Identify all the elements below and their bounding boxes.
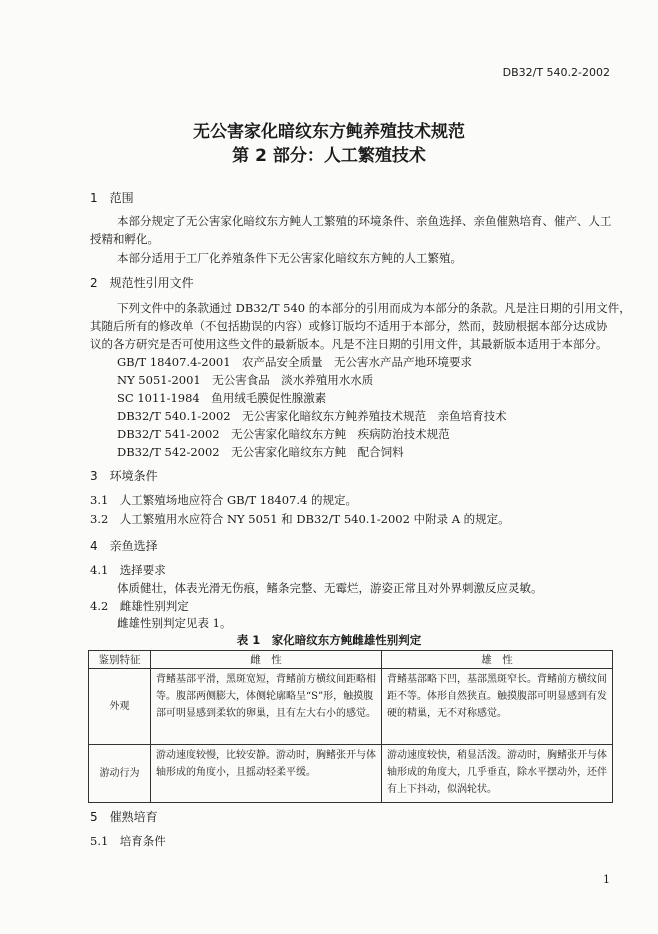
table-caption: 表 1 家化暗纹东方鲀雌雄性别判定 <box>236 633 422 647</box>
document-subtitle: 第 2 部分：人工繁殖技术 <box>232 146 426 166</box>
section-3-heading: 3 环境条件 <box>90 469 158 483</box>
section-1-heading: 1 范围 <box>90 191 134 205</box>
column-header-female: 雌 性 <box>151 651 382 669</box>
section-2-paragraph-cont: 其随后所有的修改单（不包括勘误的内容）或修订版均不适用于本部分，然而，鼓励根据本部分达成协 <box>90 319 608 333</box>
document-title: 无公害家化暗纹东方鲀养殖技术规范 <box>193 122 465 142</box>
clause-4-1-text: 体质健壮，体表光滑无伤痕，鳍条完整、无霉烂，游姿正常且对外界刺激反应灵敏。 <box>117 581 543 595</box>
section-1-paragraph-2: 本部分适用于工厂化养殖条件下无公害家化暗纹东方鲀的人工繁殖。 <box>117 251 462 265</box>
reference-item: DB32/T 542-2002 无公害家化暗纹东方鲀 配合饲料 <box>117 445 404 459</box>
section-2-paragraph-cont: 议的各方研究是否可使用这些文件的最新版本。凡是不注日期的引用文件，其最新版本适用于本部分。 <box>90 337 608 351</box>
reference-item: NY 5051-2001 无公害食品 淡水养殖用水水质 <box>117 373 374 387</box>
clause-3-2: 3.2 人工繁殖用水应符合 NY 5051 和 DB32/T 540.1-2002 中附录 A 的规定。 <box>90 512 510 526</box>
female-cell: 游动速度较慢，比较安静。游动时，胸鳍张开与体轴形成的角度小，且摇动轻柔平缓。 <box>151 745 382 803</box>
document-number: DB32/T 540.2-2002 <box>502 66 610 79</box>
sex-identification-table <box>88 650 613 803</box>
table-row <box>89 745 613 803</box>
section-2-paragraph: 下列文件中的条款通过 DB32/T 540 的本部分的引用而成为本部分的条款。凡是注日期的引用文件， <box>117 301 631 315</box>
section-1-paragraph-1-cont: 授精和孵化。 <box>90 232 159 246</box>
reference-item: DB32/T 541-2002 无公害家化暗纹东方鲀 疾病防治技术规范 <box>117 427 450 441</box>
feature-cell: 游动行为 <box>89 745 151 803</box>
reference-item: SC 1011-1984 鱼用绒毛膜促性腺激素 <box>117 391 327 405</box>
section-5-heading: 5 催熟培育 <box>90 810 158 824</box>
section-2-heading: 2 规范性引用文件 <box>90 276 194 290</box>
clause-4-2-heading: 4.2 雌雄性别判定 <box>90 599 189 613</box>
clause-4-2-text: 雌雄性别判定见表 1。 <box>117 616 232 630</box>
section-4-heading: 4 亲鱼选择 <box>90 539 158 553</box>
reference-item: DB32/T 540.1-2002 无公害家化暗纹东方鲀养殖技术规范 亲鱼培育技术 <box>117 409 507 423</box>
column-header-feature: 鉴别特征 <box>89 651 151 669</box>
section-1-paragraph-1: 本部分规定了无公害家化暗纹东方鲀人工繁殖的环境条件、亲鱼选择、亲鱼催熟培育、催产、人工 <box>117 214 612 228</box>
column-header-male: 雄 性 <box>382 651 613 669</box>
clause-3-1: 3.1 人工繁殖场地应符合 GB/T 18407.4 的规定。 <box>90 493 357 507</box>
feature-cell: 外观 <box>89 669 151 745</box>
female-cell: 背鳍基部平滑，黑斑宽短，背鳍前方横纹间距略相等。腹部两侧膨大，体侧轮廓略呈“S”形，触摸腹部可明显感到柔软的卵巢，且有左大右小的感觉。 <box>151 669 382 745</box>
clause-4-1-heading: 4.1 选择要求 <box>90 563 166 577</box>
male-cell: 游动速度较快，稍显活泼。游动时，胸鳍张开与体轴形成的角度大，几乎垂直，除水平摆动外，还伴有上下抖动，似涡轮状。 <box>382 745 613 803</box>
page-number: 1 <box>603 873 610 886</box>
reference-item: GB/T 18407.4-2001 农产品安全质量 无公害水产品产地环境要求 <box>117 355 473 369</box>
male-cell: 背鳍基部略下凹，基部黑斑窄长。背鳍前方横纹间距不等。体形自然狭直。触摸腹部可明显感到有发硬的精巢，无不对称感觉。 <box>382 669 613 745</box>
table-row <box>89 669 613 745</box>
clause-5-1-heading: 5.1 培育条件 <box>90 834 166 848</box>
table-header-row <box>89 651 613 669</box>
